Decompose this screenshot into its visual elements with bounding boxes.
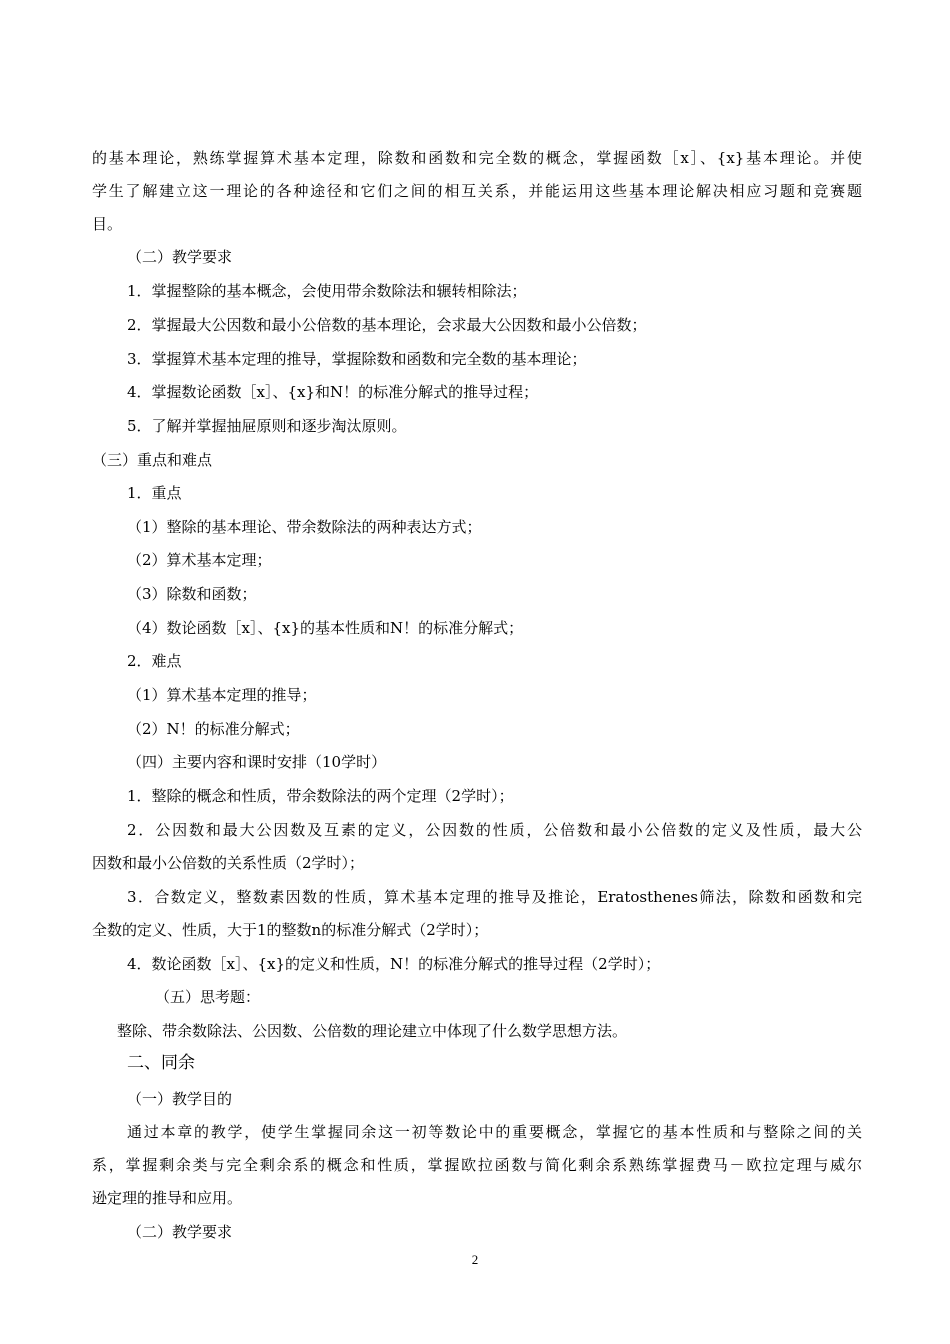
subsection-heading: 1．重点 [127,484,182,502]
list-item: 2．公因数和最大公因数及互素的定义，公因数的性质，公倍数和最小公倍数的定义及性质，最大公 [127,821,862,839]
section-heading: （二）教学要求 [127,1223,233,1241]
section-heading: （一）教学目的 [127,1090,233,1108]
list-item: （2）N！的标准分解式； [127,720,300,738]
paragraph-line: 的基本理论，熟练掌握算术基本定理，除数和函数和完全数的概念，掌握函数［x］、{x}基本理论。并使 [92,149,862,167]
list-item-continuation: 全数的定义、性质，大于1的整数n的标准分解式（2学时）； [92,921,489,939]
section-heading: （五）思考题： [155,988,261,1006]
list-item: 1．掌握整除的基本概念，会使用带余数除法和辗转相除法； [127,282,527,300]
list-item: 3．合数定义，整数素因数的性质，算术基本定理的推导及推论，Eratosthenes筛法，除数和函数和完 [127,888,862,906]
paragraph-line: 系，掌握剩余类与完全剩余系的概念和性质，掌握欧拉函数与简化剩余系熟练掌握费马－欧拉定理与威尔 [92,1156,862,1174]
chapter-heading: 二、同余 [127,1053,195,1073]
section-heading: （二）教学要求 [127,248,233,266]
section-heading: （四）主要内容和课时安排（10学时） [127,753,387,771]
list-item: （4）数论函数［x］、{x}的基本性质和N！的标准分解式； [127,619,524,637]
paragraph-line: 目。 [92,215,123,233]
list-item: （3）除数和函数； [127,585,257,603]
page-number: 2 [471,1252,479,1267]
list-item: 3．掌握算术基本定理的推导，掌握除数和函数和完全数的基本理论； [127,350,587,368]
paragraph-line: 通过本章的教学，使学生掌握同余这一初等数论中的重要概念，掌握它的基本性质和与整除之间的关 [127,1123,862,1141]
list-item-continuation: 因数和最小公倍数的关系性质（2学时）； [92,854,365,872]
paragraph-line: 整除、带余数除法、公因数、公倍数的理论建立中体现了什么数学思想方法。 [117,1022,628,1040]
list-item: 4．数论函数［x］、{x}的定义和性质，N！的标准分解式的推导过程（2学时）； [127,955,661,973]
list-item: 1．整除的概念和性质，带余数除法的两个定理（2学时）； [127,787,514,805]
list-item: 4．掌握数论函数［x］、{x}和N！的标准分解式的推导过程； [127,383,539,401]
paragraph-line: 学生了解建立这一理论的各种途径和它们之间的相互关系，并能运用这些基本理论解决相应习题和竞赛题 [92,182,862,200]
paragraph-line: 逊定理的推导和应用。 [92,1189,243,1207]
list-item: （1）算术基本定理的推导； [127,686,317,704]
subsection-heading: 2．难点 [127,652,182,670]
list-item: （2）算术基本定理； [127,551,272,569]
list-item: 5．了解并掌握抽屉原则和逐步淘汰原则。 [127,417,407,435]
list-item: 2．掌握最大公因数和最小公倍数的基本理论，会求最大公因数和最小公倍数； [127,316,647,334]
section-heading: （三）重点和难点 [92,451,213,469]
list-item: （1）整除的基本理论、带余数除法的两种表达方式； [127,518,482,536]
